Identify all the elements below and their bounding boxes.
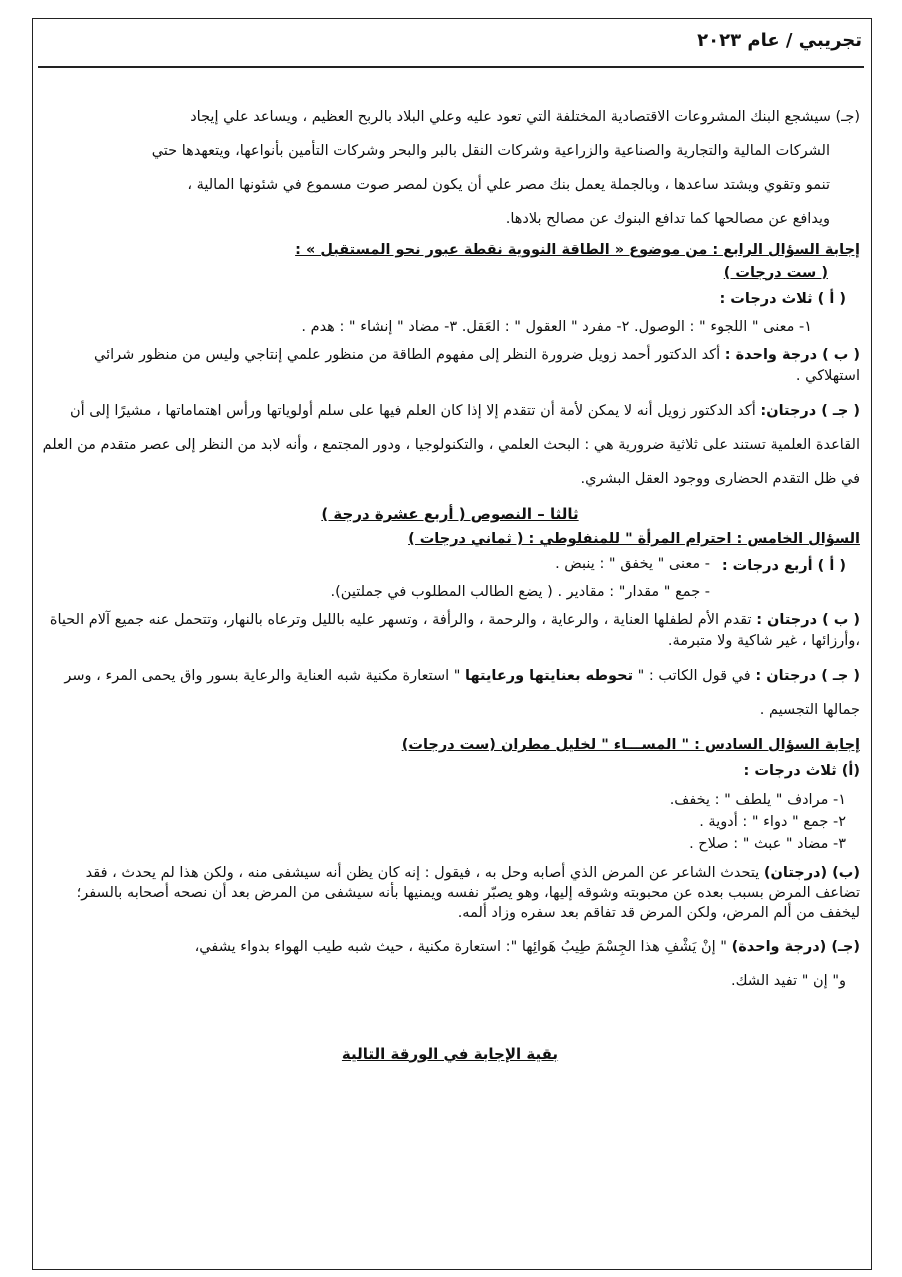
q4-marks: ( ست درجات ): [723, 264, 828, 281]
q5-c-prefix: في قول الكاتب : ": [637, 668, 751, 684]
q6-c-text-continued: و" إن " تفيد الشك.: [730, 973, 846, 990]
q5-a-item: - معنى " يخفق " : ينبض .: [555, 555, 710, 572]
q4-title: إجابة السؤال الرابع : من موضوع « الطاقة النووية نقطة عبور نحو المستقبل » :: [295, 242, 860, 259]
q5-c-label: ( جـ ) درجتان :: [755, 668, 860, 684]
intro-line: (جـ) سيشجع البنك المشروعات الاقتصادية المختلفة التي تعود عليه وعلي البلاد بالربح العظيم ، ويساعد علي إيجاد: [190, 109, 860, 125]
q5-b-label: ( ب ) درجتان :: [756, 612, 860, 629]
q4-b-text: أكد الدكتور أحمد زويل ضرورة النظر إلى مفهوم الطاقة من منظور علمي إنتاجي وليس من منظور شرائي استهلاكي .: [94, 347, 860, 384]
header-divider: [38, 66, 864, 68]
q5-c-text: " استعارة مكنية شبه العناية والرعاية بسور واق يحمى المرء ، وسر جمالها التجسيم .: [64, 668, 860, 719]
q6-a-item: ٣- مضاد " عبث " : صلاح .: [689, 836, 846, 853]
intro-line: ويدافع عن مصالحها كما تدافع البنوك عن مصالح بلادها.: [505, 211, 830, 228]
q5-a-item: - جمع " مقدار" : مقادير . ( يضع الطالب المطلوب في جملتين).: [330, 584, 710, 601]
q6-a-heading: (أ) ثلاث درجات :: [743, 763, 860, 780]
q4-b-label: ( ب ) درجة واحدة :: [724, 347, 860, 364]
q5-c-quote: تحوطه بعنايتها ورعايتها: [465, 668, 634, 684]
q6-a-item: ٢- جمع " دواء " : أدوية .: [699, 814, 846, 831]
section3-title: ثالثا – النصوص ( أربع عشرة درجة ): [321, 505, 579, 524]
q5-title: السؤال الخامس : احترام المرأة " للمنفلوطي : ( ثماني درجات ): [408, 531, 860, 548]
q6-title: إجابة السؤال السادس : " المســـاء " لخليل مطران (ست درجات): [401, 737, 860, 754]
q6-b-label: (ب) (درجتان): [763, 864, 860, 881]
q4-a-heading: ( أ ) ثلاث درجات :: [719, 290, 846, 307]
q5-a-heading: ( أ ) أربع درجات :: [721, 557, 846, 574]
intro-paragraph: [40, 100, 860, 236]
q5-b-text: تقدم الأم لطفلها العناية ، والرعاية ، والرحمة ، والرأفة ، وتسهر عليه بالليل وترعاه بالنهار، وتتحمل عنه جميع آلام الحياة ،وأرزائها ، غير شاكية ولا متبرمة.: [49, 612, 860, 649]
q4-a-items: ١- معنى " اللجوء " : الوصول. ٢- مفرد " العقول " : العَقل. ٣- مضاد " إنشاء " : هدم .: [301, 319, 812, 336]
q4-c-label: ( جـ ) درجتان:: [760, 403, 860, 420]
q6-b-text: يتحدث الشاعر عن المرض الذي أصابه وحل به ، فيقول : إنه كان يظن أنه سيشفى منه ، ولكن هذا لم يحدث ، فقد تضاعف المرض بسبب بعده عن محبوبته وشوقه إليها، وهو يصبّر نفسه ويمنيها بأنه سيشفى من المرض بعد أن نصحه أصحابه بالسفر؛ ليخفف من ألم المرض، ولكن المرض قد تفاقم بعد سفره وزاد ألمه.: [76, 864, 860, 922]
intro-line: الشركات المالية والتجارية والصناعية والزراعية وشركات النقل بالبر والبحر وشركات التأمين بأنواعها، ويتعهدها حتي: [151, 143, 830, 160]
continued-note: بقية الإجابة في الورقة التالية: [341, 1044, 559, 1063]
q6-c-text: " إنْ يَشْفِ هذا الجِسْمَ طِيبُ هَوائِها ": استعارة مكنية ، حيث شبه طيب الهواء بدواء يشفي،: [194, 938, 727, 955]
q4-c-text: أكد الدكتور زويل أنه لا يمكن لأمة أن تتقدم إلا إذا كان العلم فيها على سلم أولوياتها ورأس اهتماماتها ، مشيرًا إلى أن القاعدة العلمية تستند على ثلاثية ضرورية هي : البحث العلمي ، والتكنولوجيا ، ودور المجتمع ، وأنه لابد من النظر إلى عصر متقدم من العلم في ظل التقدم الحضارى ووجود العقل البشري.: [42, 403, 860, 488]
intro-line: تنمو وتقوي ويشتد ساعدها ، وبالجملة يعمل بنك مصر علي أن يكون لمصر صوت مسموع في شئونها المالية ،: [187, 177, 830, 194]
q6-a-item: ١- مرادف " يلطف " : يخفف.: [669, 791, 846, 808]
q6-c-label: (جـ) (درجة واحدة): [731, 938, 860, 955]
page-title: تجريبي / عام ٢٠٢٣: [697, 30, 862, 51]
answer-content: [40, 100, 860, 1065]
